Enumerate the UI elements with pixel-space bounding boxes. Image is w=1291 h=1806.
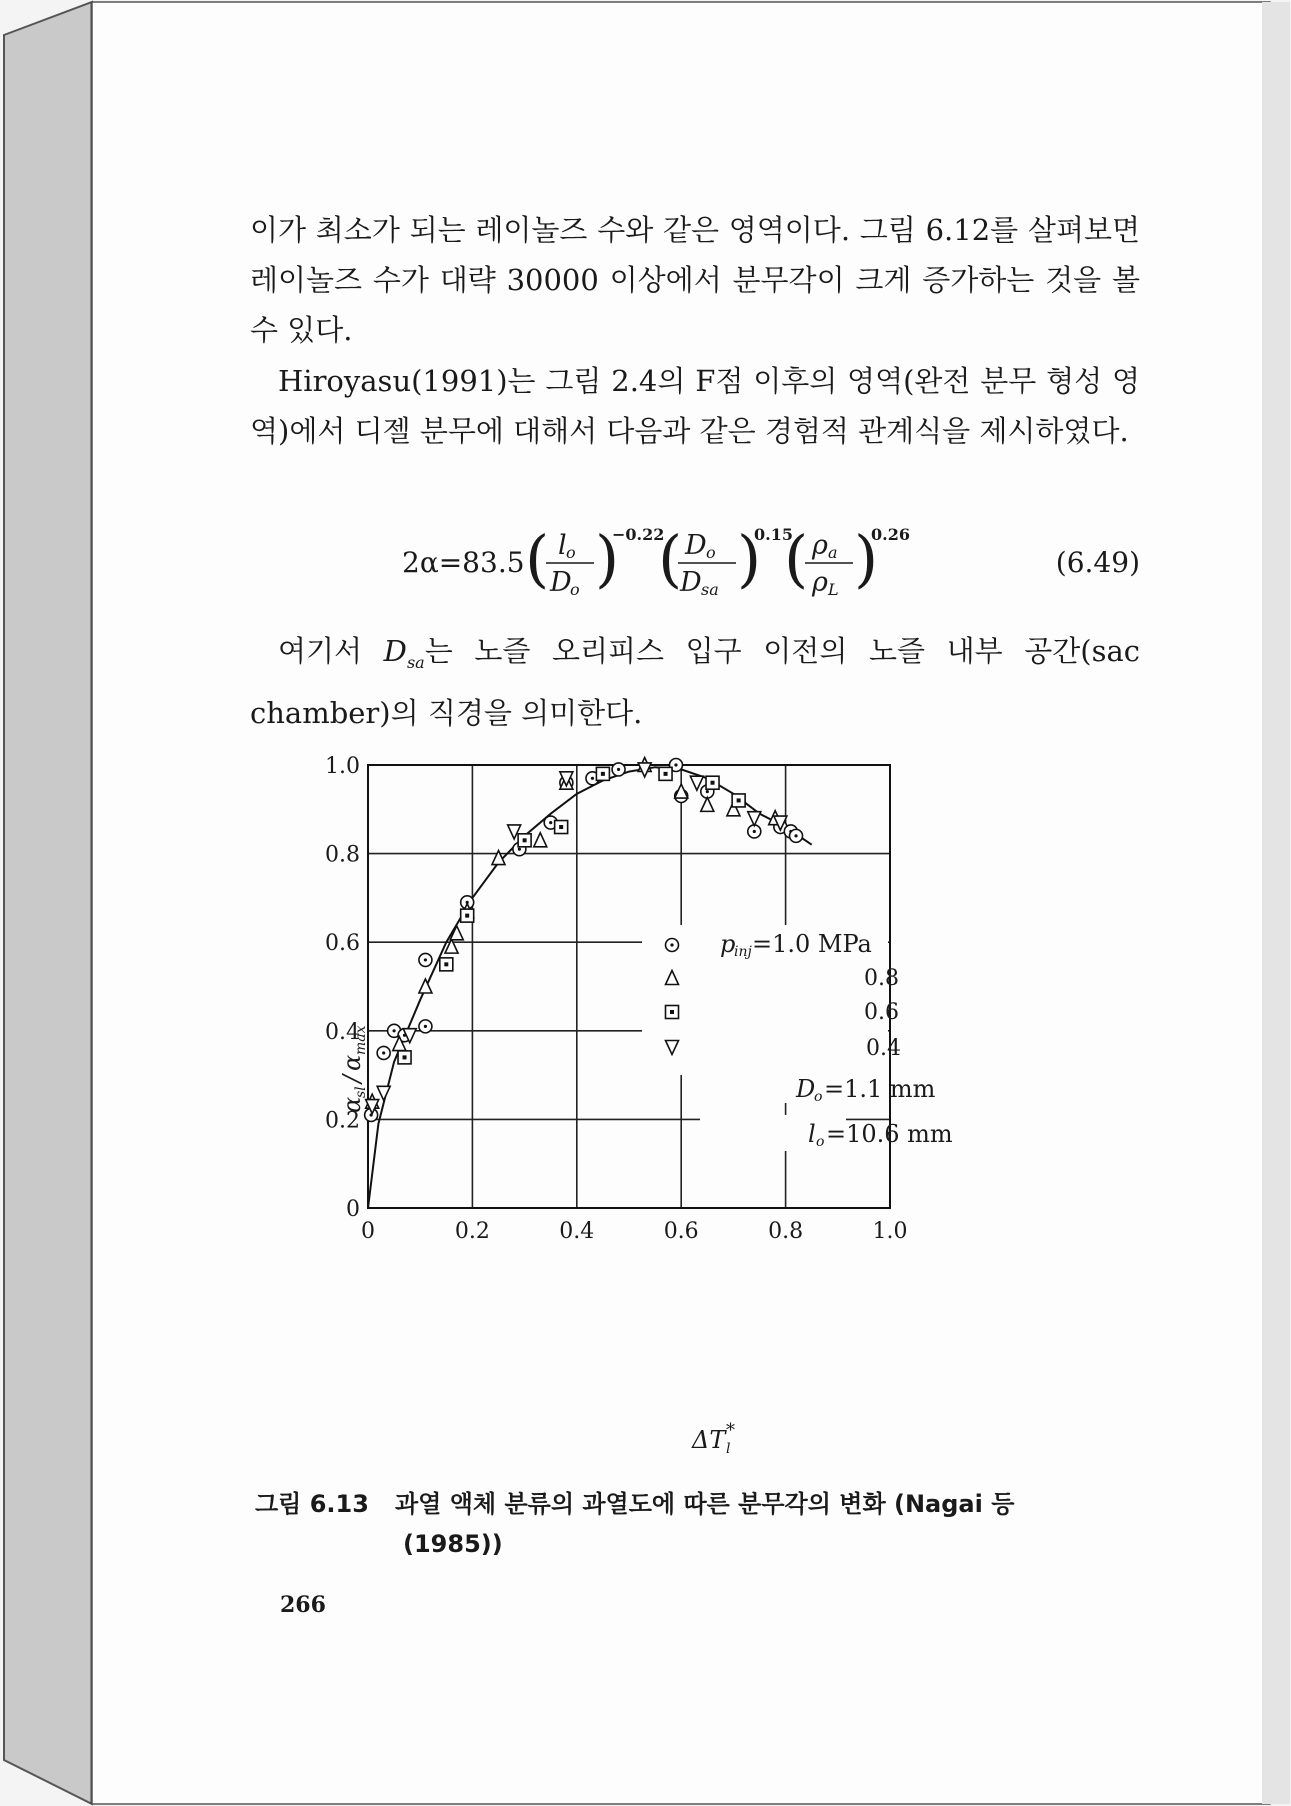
y-tick-label: 0.6 bbox=[325, 931, 360, 957]
point-square-dot bbox=[403, 1055, 407, 1059]
frac1-den-sub: o bbox=[570, 580, 580, 599]
legend-d-sub: o bbox=[814, 1089, 823, 1105]
legend-d-value: =1.1 mm bbox=[824, 1075, 936, 1103]
point-circle-dot bbox=[382, 1051, 385, 1054]
point-square-dot bbox=[465, 914, 469, 918]
point-circle-dot bbox=[706, 790, 709, 793]
figure-caption bbox=[255, 1484, 1145, 1564]
legend-p-label: p bbox=[720, 930, 736, 958]
figure-6-13 bbox=[320, 745, 1060, 1459]
point-circle-dot bbox=[393, 1029, 396, 1032]
paragraph-3-suffix: 는 노즐 오리피스 입구 이전의 노즐 내부 공간(sac chamber)의 직경을 의미한다. bbox=[250, 634, 1140, 730]
y-tick-label: 0.4 bbox=[325, 1019, 360, 1045]
y-tick-label: 0 bbox=[346, 1197, 360, 1222]
point-square-dot bbox=[664, 772, 668, 776]
point-circle-dot bbox=[518, 848, 521, 851]
point-triangle-down bbox=[377, 1086, 390, 1100]
paren-close-1: ) bbox=[595, 522, 620, 595]
frac3-den: ρ bbox=[812, 567, 828, 598]
page-number: 266 bbox=[280, 1592, 326, 1618]
frac2-den: D bbox=[680, 567, 702, 598]
point-circle-dot bbox=[424, 1025, 427, 1028]
frac2-num: D bbox=[685, 530, 707, 561]
y-axis-label-main: α bbox=[338, 1096, 366, 1113]
x-axis-label-main: ΔT bbox=[692, 1426, 726, 1454]
paren-open-2: ( bbox=[658, 522, 683, 595]
paragraph-1: 이가 최소가 되는 레이놀즈 수와 같은 영역이다. 그림 6.12를 살펴보면 레이놀즈 수가 대략 30000 이상에서 분무각이 크게 증가하는 것을 볼 수 있다. bbox=[250, 213, 1140, 347]
caption-text: 과열 액체 분류의 과열도에 따른 분무각의 변화 (Nagai 등 bbox=[395, 1490, 1015, 1518]
dsa-symbol: D bbox=[383, 634, 407, 668]
point-square-dot bbox=[601, 772, 605, 776]
exponent-2: 0.15 bbox=[754, 525, 793, 544]
frac3-num: ρ bbox=[812, 530, 828, 561]
frac3-num-sub: a bbox=[828, 543, 838, 562]
legend-l-label: l bbox=[808, 1120, 816, 1148]
point-square-dot bbox=[523, 838, 527, 842]
legend-value-08: 0.8 bbox=[864, 966, 899, 991]
spray-angle-chart bbox=[320, 745, 1060, 1455]
point-square-dot bbox=[444, 962, 448, 966]
point-circle-dot bbox=[794, 834, 797, 837]
paren-open-3: ( bbox=[784, 522, 809, 595]
y-tick-label: 1.0 bbox=[325, 754, 360, 779]
equation-lhs: 2α=83.5 bbox=[402, 546, 525, 579]
x-tick-label: 0.8 bbox=[768, 1219, 804, 1244]
legend-p-value: =1.0 MPa bbox=[752, 930, 872, 958]
point-triangle-up bbox=[701, 797, 714, 811]
frac2-den-sub: sa bbox=[701, 580, 719, 599]
point-triangle-up bbox=[419, 979, 432, 993]
point-circle-dot bbox=[424, 958, 427, 961]
paragraph-3-prefix: 여기서 bbox=[278, 634, 384, 668]
frac3-den-sub: L bbox=[828, 580, 839, 599]
x-tick-label: 0.4 bbox=[559, 1219, 595, 1244]
exponent-3: 0.26 bbox=[871, 525, 910, 544]
point-square-dot bbox=[670, 1010, 674, 1014]
legend-l-value: =10.6 mm bbox=[826, 1120, 953, 1148]
point-circle-dot bbox=[674, 763, 677, 766]
legend-l-sub: o bbox=[816, 1134, 825, 1150]
paren-close-3: ) bbox=[854, 522, 879, 595]
paren-open-1: ( bbox=[525, 522, 550, 595]
x-axis-label-sub: l bbox=[726, 1441, 731, 1455]
frac1-den: D bbox=[550, 567, 572, 598]
paren-close-2: ) bbox=[737, 522, 762, 595]
legend-d-label: D bbox=[796, 1075, 816, 1103]
point-square-dot bbox=[711, 781, 715, 785]
exponent-1: −0.22 bbox=[612, 525, 665, 544]
caption-number: 그림 6.13 bbox=[255, 1490, 369, 1518]
y-axis-label-main2: α bbox=[338, 1054, 366, 1071]
y-axis-label-slash: / bbox=[338, 1074, 366, 1083]
equation-6-49 bbox=[250, 520, 1140, 600]
point-circle-dot bbox=[591, 777, 594, 780]
point-square-dot bbox=[559, 825, 563, 829]
frac1-num: l bbox=[558, 530, 567, 561]
frac1-num-sub: o bbox=[566, 543, 576, 562]
x-tick-label: 1.0 bbox=[872, 1219, 908, 1244]
frac2-num-sub: o bbox=[706, 543, 716, 562]
y-tick-label: 0.2 bbox=[325, 1108, 360, 1134]
legend-p-sub: inj bbox=[734, 944, 752, 960]
x-tick-labels bbox=[361, 1219, 908, 1244]
x-axis-label-sup: * bbox=[726, 1420, 735, 1441]
x-axis-label bbox=[691, 1420, 735, 1455]
y-axis-label-sub2: max bbox=[353, 1025, 369, 1055]
legend-value-06: 0.6 bbox=[864, 1000, 899, 1025]
point-circle-dot bbox=[670, 943, 673, 946]
y-axis-label-sub1: sl bbox=[353, 1086, 369, 1098]
legend-value-04: 0.4 bbox=[866, 1036, 901, 1061]
point-square-dot bbox=[737, 798, 741, 802]
point-circle-dot bbox=[753, 830, 756, 833]
dsa-symbol-sub: sa bbox=[406, 652, 425, 672]
paragraph-2: Hiroyasu(1991)는 그림 2.4의 F점 이후의 영역(완전 분무 형성 영역)에서 디젤 분무에 대해서 다음과 같은 경험적 관계식을 제시하였다. bbox=[250, 364, 1140, 448]
equation-formula bbox=[250, 520, 1010, 600]
paragraph-3 bbox=[250, 626, 1140, 738]
y-tick-labels bbox=[325, 754, 360, 1222]
point-circle-dot bbox=[617, 768, 620, 771]
x-tick-label: 0.6 bbox=[663, 1219, 699, 1244]
point-triangle-up bbox=[534, 833, 547, 847]
y-tick-label: 0.8 bbox=[325, 842, 360, 868]
caption-text-continued: (1985)) bbox=[403, 1530, 503, 1558]
x-tick-label: 0.2 bbox=[454, 1219, 490, 1244]
equation-number: (6.49) bbox=[1055, 546, 1140, 579]
x-tick-label: 0 bbox=[361, 1219, 375, 1244]
point-circle-dot bbox=[549, 821, 552, 824]
legend-background bbox=[642, 925, 888, 1151]
point-triangle-down bbox=[748, 812, 761, 826]
